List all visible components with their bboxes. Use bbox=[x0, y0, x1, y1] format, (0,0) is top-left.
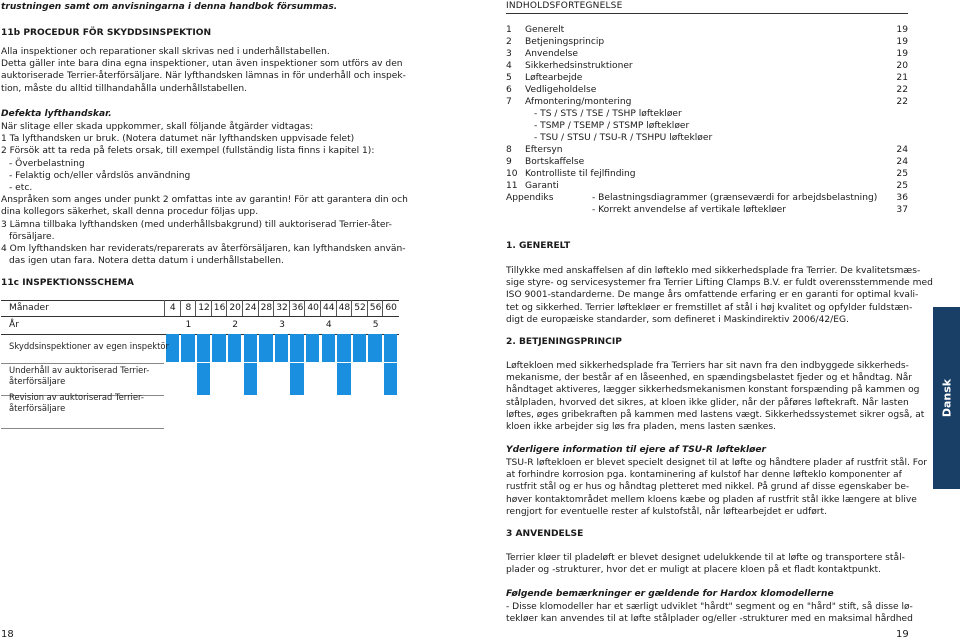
text-line: 2 Försök att ta reda på felets orsak, till exempel (fullständig lista finns i kapitel 1): bbox=[1, 146, 375, 157]
paragraph-tsu-r bbox=[506, 457, 927, 518]
toc-page: 19 bbox=[896, 25, 908, 35]
text-line: løftes, øges gribekraften på kammen med lastens vægt. Sikkerhedssystemet sikrer også, at bbox=[506, 409, 925, 420]
month-header: 28 bbox=[260, 303, 273, 313]
month-header: 4 bbox=[169, 303, 176, 313]
language-tab-label: Dansk bbox=[940, 378, 953, 418]
text-line: Detta gäller inte bara dina egna inspektioner, utan även inspektioner som utförs av den bbox=[1, 59, 403, 70]
text-line: - Disse klomodeller har et særligt udviklet "hårdt" segment og en "hård" stift, så disse lø- bbox=[506, 602, 913, 612]
row-label-line: återförsäljare bbox=[9, 375, 66, 386]
toc-page: 24 bbox=[896, 145, 908, 155]
language-tab[interactable] bbox=[933, 307, 960, 489]
toc-page: 20 bbox=[896, 61, 908, 71]
heading-tsu-r: Yderligere information til ejere af TSU-R løftekløer bbox=[506, 445, 766, 455]
schedule-mark bbox=[181, 334, 195, 362]
month-divider bbox=[195, 300, 196, 316]
row-label-line: Revision av auktoriserad Terrier- bbox=[9, 392, 144, 402]
toc-label: Sikkerhedsinstruktioner bbox=[525, 61, 633, 71]
text-line: auktoriserade Terrier-återförsäljare. När lyfthandsken lämnas in för underhåll och inspek- bbox=[1, 71, 406, 82]
schedule-mark bbox=[384, 334, 398, 362]
schedule-row-label bbox=[9, 392, 144, 413]
schedule-row-label bbox=[9, 341, 169, 352]
month-divider bbox=[367, 300, 368, 316]
toc-label: Vedligeholdelse bbox=[525, 85, 597, 95]
table-rule bbox=[1, 300, 399, 301]
heading-betjeningsprincip: 2. BETJENINGSPRINCIP bbox=[506, 337, 622, 347]
text-line: kloen ikke arbejder sig løs fra pladen, mens lasten sænkes. bbox=[506, 422, 776, 433]
text-line: tion, måste du alltid tillhandahålla underhållstabellen. bbox=[1, 83, 248, 94]
toc-page: 25 bbox=[896, 181, 908, 191]
toc-page: 25 bbox=[896, 169, 908, 179]
text-line: 4 Om lyfthandsken har reviderats/reparerats av återförsäljaren, kan lyfthandsken använ- bbox=[1, 244, 406, 255]
row-label-line: Skyddsinspektioner av egen inspektör bbox=[9, 341, 169, 351]
schedule-mark bbox=[322, 334, 336, 362]
toc-label: Bortskaffelse bbox=[525, 157, 585, 167]
text-line: plader og -strukturer, hvor det er muligt at placere kloen på et fladt kontaktpunkt. bbox=[506, 565, 881, 576]
paragraph-generelt bbox=[506, 265, 933, 326]
month-header: 24 bbox=[245, 303, 257, 313]
toc-page: 24 bbox=[896, 157, 908, 167]
month-header: 44 bbox=[323, 303, 335, 313]
months-label: Månader bbox=[9, 303, 49, 313]
schedule-mark bbox=[306, 334, 320, 362]
toc-row[interactable] bbox=[506, 48, 908, 60]
toc-label: - TSMP / TSEMP / STSMP løftekløer bbox=[534, 121, 690, 131]
month-header: 60 bbox=[385, 303, 397, 313]
text-line: 1 Ta lyfthandsken ur bruk. (Notera datumet när lyfthandsken uppvisade felet) bbox=[1, 134, 355, 145]
toc-row[interactable] bbox=[506, 144, 908, 156]
text-line: ISO 9001-standarderne. De mange års omfattende erfaring er en garanti for optimal kvali- bbox=[506, 290, 919, 301]
schedule-mark bbox=[244, 334, 258, 362]
schedule-mark bbox=[197, 363, 211, 395]
toc-number: 6 bbox=[506, 85, 512, 95]
month-header: 32 bbox=[276, 303, 288, 313]
paragraph-anvendelse bbox=[506, 552, 905, 576]
text-line: Anspråken som anges under punkt 2 omfattas inte av garantin! För att garantera din och bbox=[1, 195, 408, 206]
table-rule bbox=[1, 316, 399, 317]
toc-number: 4 bbox=[506, 61, 512, 71]
appendix-item-label: - Belastningsdiagrammer (grænseværdi for arbejdsbelastning) bbox=[592, 193, 878, 203]
toc-number: 9 bbox=[506, 157, 512, 167]
toc-row[interactable] bbox=[506, 168, 908, 180]
toc-row[interactable] bbox=[506, 156, 908, 168]
text-line: rustfrit stål og er hus og håndtag pletteret med nikkel. På grund af disse egenskaber be- bbox=[506, 482, 910, 493]
schedule-mark bbox=[353, 334, 367, 362]
schedule-mark bbox=[259, 334, 273, 362]
appendix-item-label: - Korrekt anvendelse af vertikale løftekløer bbox=[592, 205, 787, 215]
appendix-label: Appendiks bbox=[506, 193, 554, 203]
toc-page: 19 bbox=[896, 37, 908, 47]
toc-row[interactable] bbox=[506, 96, 908, 108]
text-line: Terrier kløer til pladeløft er blevet designet udelukkende til at løfte og transportere stål- bbox=[506, 553, 905, 563]
years-label: År bbox=[9, 320, 19, 330]
year-header: 3 bbox=[279, 320, 285, 330]
toc-label: Anvendelse bbox=[525, 49, 578, 59]
schedule-mark bbox=[197, 334, 211, 362]
row-label-line: återförsäljare bbox=[9, 402, 66, 413]
year-header: 1 bbox=[185, 320, 192, 330]
toc-row[interactable] bbox=[506, 180, 908, 192]
text-line: digt de europæiske standarder, som defineret i Maskindirektiv 2006/42/EG. bbox=[506, 314, 849, 325]
month-divider bbox=[180, 300, 181, 316]
toc-label: Generelt bbox=[525, 25, 565, 35]
month-divider bbox=[211, 300, 212, 316]
text-line: - Överbelastning bbox=[9, 158, 85, 169]
toc-label: Betjeningsprincip bbox=[525, 37, 605, 47]
toc-label: Afmontering/montering bbox=[525, 97, 632, 107]
schedule-mark bbox=[212, 334, 226, 362]
toc-row[interactable] bbox=[506, 132, 908, 144]
toc-number: 2 bbox=[506, 37, 512, 47]
schedule-mark bbox=[290, 334, 304, 362]
month-header: 56 bbox=[369, 303, 382, 313]
toc-row[interactable] bbox=[506, 36, 908, 48]
toc-number: 11 bbox=[506, 181, 518, 191]
month-header: 52 bbox=[354, 303, 366, 313]
text-line: høver kontaktområdet mellem kloens kæbe og pladen af rustfrit stål ikke længere at blive bbox=[506, 494, 917, 505]
toc-label: Løftearbejde bbox=[525, 73, 583, 83]
year-header: 5 bbox=[372, 320, 379, 330]
month-divider bbox=[382, 300, 383, 316]
month-divider bbox=[242, 300, 243, 316]
schedule-mark bbox=[337, 363, 351, 395]
text-line: TSU-R løftekloen er blevet specielt designet til at løfte og håndtere plader af rustfrit stål. For bbox=[506, 458, 928, 468]
heading-generelt: 1. GENERELT bbox=[506, 241, 571, 251]
toc-page: 22 bbox=[896, 97, 908, 107]
paragraph-betjeningsprincip bbox=[506, 360, 924, 433]
month-divider bbox=[164, 300, 165, 316]
toc-row[interactable] bbox=[506, 72, 908, 84]
table-rule bbox=[1, 363, 164, 364]
month-divider bbox=[304, 300, 305, 316]
toc-label: - TSU / STSU / TSU-R / TSHPU løftekløer bbox=[534, 133, 713, 143]
text-line: tekløer kan anvendes til at løfte stålplader og/eller -strukturer med en maksimal hårdhed bbox=[506, 614, 913, 625]
page-number-right: 19 bbox=[896, 629, 909, 640]
schedule-mark bbox=[368, 334, 382, 362]
text-line: 3 Lämna tillbaka lyfthandsken (med underhållsbakgrund) till auktoriserad Terrier-åter- bbox=[1, 219, 392, 230]
toc-number: 5 bbox=[506, 73, 512, 83]
schedule-row-label bbox=[9, 365, 149, 386]
row-label-line: Underhåll av auktoriserad Terrier- bbox=[9, 365, 150, 375]
month-divider bbox=[336, 300, 337, 316]
toc-number: 10 bbox=[506, 169, 518, 179]
text-line: håndtaget aktiveres, lægger sikkerhedsmekanismen konstant forspænding på kammen og bbox=[506, 385, 920, 396]
text-line: försäljare. bbox=[9, 231, 55, 242]
toc-page: 22 bbox=[896, 85, 908, 95]
year-header: 2 bbox=[232, 320, 239, 330]
toc-row[interactable] bbox=[506, 120, 908, 132]
month-header: 40 bbox=[307, 303, 319, 313]
inspection-schedule-table bbox=[1, 300, 399, 430]
page-number-left: 18 bbox=[1, 629, 14, 640]
text-line: mekanisme, der består af en låseenhed, en spændingsbelastet fjeder og et håndtag. Når bbox=[506, 373, 912, 384]
toc-number: 8 bbox=[506, 145, 512, 155]
toc-number: 3 bbox=[506, 49, 512, 59]
year-header: 4 bbox=[325, 320, 332, 330]
text-line: at forhindre korrosion pga. kontaminering af kulstof har denne løfteklo komponenter af bbox=[506, 470, 902, 481]
text-line: tet og sikkerhed. Terrier løftekløer er fremstillet af stål i høj kvalitet og opfylder fuldstæn- bbox=[506, 302, 913, 313]
schedule-mark bbox=[228, 334, 242, 362]
heading-11b: 11b PROCEDUR FÖR SKYDDSINSPEKTION bbox=[1, 28, 212, 38]
text-line: sige styre- og servicesystemer fra Terrier Lifting Clamps B.V. er fuldt overensstemmende med bbox=[506, 278, 933, 289]
toc-appendix-row[interactable] bbox=[506, 192, 908, 204]
toc-page: 21 bbox=[896, 73, 908, 83]
text-line: das igen utan fara. Notera detta datum i underhållstabellen. bbox=[9, 256, 284, 267]
toc-number: 7 bbox=[506, 97, 512, 107]
text-line: När slitage eller skada uppkommer, skall följande åtgärder vidtagas: bbox=[1, 122, 314, 132]
toc-number: 1 bbox=[506, 25, 512, 35]
text-line: rengjort for eventuelle rester af kulstofstål, når løftearbejdet er udført. bbox=[506, 506, 828, 517]
heading-hardox: Følgende bemærkninger er gældende for Hardox klomodellerne bbox=[506, 589, 834, 599]
toc-label: - TS / STS / TSE / TSHP løftekløer bbox=[534, 109, 682, 119]
month-divider bbox=[258, 300, 259, 316]
schedule-mark bbox=[384, 363, 398, 395]
toc-row[interactable] bbox=[506, 60, 908, 72]
schedule-mark bbox=[275, 334, 289, 362]
intro-line: trustningen samt om anvisningarna i denna handbok försummas. bbox=[1, 2, 338, 12]
text-line: - Felaktig och/eller vårdslös användning bbox=[9, 170, 191, 181]
text-line: dina kollegors säkerhet, skall denna procedur följas upp. bbox=[1, 207, 259, 218]
month-divider bbox=[226, 300, 227, 316]
appendix-item-page: 37 bbox=[896, 205, 908, 215]
schedule-mark bbox=[337, 334, 351, 362]
month-header: 8 bbox=[185, 303, 192, 313]
toc-row[interactable] bbox=[506, 24, 908, 36]
toc-rule bbox=[506, 13, 908, 14]
month-divider bbox=[351, 300, 352, 316]
toc-label: Kontrolliste til fejlfinding bbox=[525, 169, 636, 179]
month-header: 12 bbox=[198, 303, 210, 313]
text-line: Tillykke med anskaffelsen af din løfteklo med sikkerhedsplade fra Terrier. De kvalitetsmæs- bbox=[506, 266, 921, 276]
heading-anvendelse: 3 ANVENDELSE bbox=[506, 529, 584, 539]
month-divider bbox=[320, 300, 321, 316]
schedule-mark bbox=[244, 363, 258, 395]
schedule-mark bbox=[290, 363, 304, 395]
month-divider bbox=[289, 300, 290, 316]
text-line: - etc. bbox=[9, 183, 33, 194]
appendix-item-page: 36 bbox=[896, 193, 908, 203]
text-line: stålpladen, hvorved det sikres, at kloen ikke glider, når der påføres løftekraft. Når lasten bbox=[506, 397, 909, 408]
paragraph-11b bbox=[1, 46, 406, 95]
toc-appendix-row[interactable] bbox=[506, 204, 908, 216]
text-line: Alla inspektioner och reparationer skall skrivas ned i underhållstabellen. bbox=[1, 47, 330, 57]
toc-row[interactable] bbox=[506, 84, 908, 96]
month-header: 20 bbox=[229, 303, 241, 313]
toc-title: INDHOLDSFORTEGNELSE bbox=[506, 1, 623, 11]
toc-page: 19 bbox=[896, 49, 908, 59]
month-header: 36 bbox=[291, 303, 304, 313]
toc-label: Garanti bbox=[525, 181, 559, 191]
toc-row[interactable] bbox=[506, 108, 908, 120]
month-header: 16 bbox=[213, 303, 226, 313]
text-line: Løftekloen med sikkerhedsplade fra Terriers har sit navn fra den indbyggede sikkerheds- bbox=[506, 361, 909, 371]
paragraph-hardox bbox=[506, 601, 913, 625]
defect-procedure bbox=[1, 121, 408, 267]
month-header: 48 bbox=[338, 303, 351, 313]
toc-label: Eftersyn bbox=[525, 145, 563, 155]
defect-title: Defekta lyfthandskar. bbox=[1, 109, 112, 119]
table-rule bbox=[1, 428, 164, 429]
month-divider bbox=[273, 300, 274, 316]
heading-11c: 11c INSPEKTIONSSCHEMA bbox=[1, 278, 134, 288]
